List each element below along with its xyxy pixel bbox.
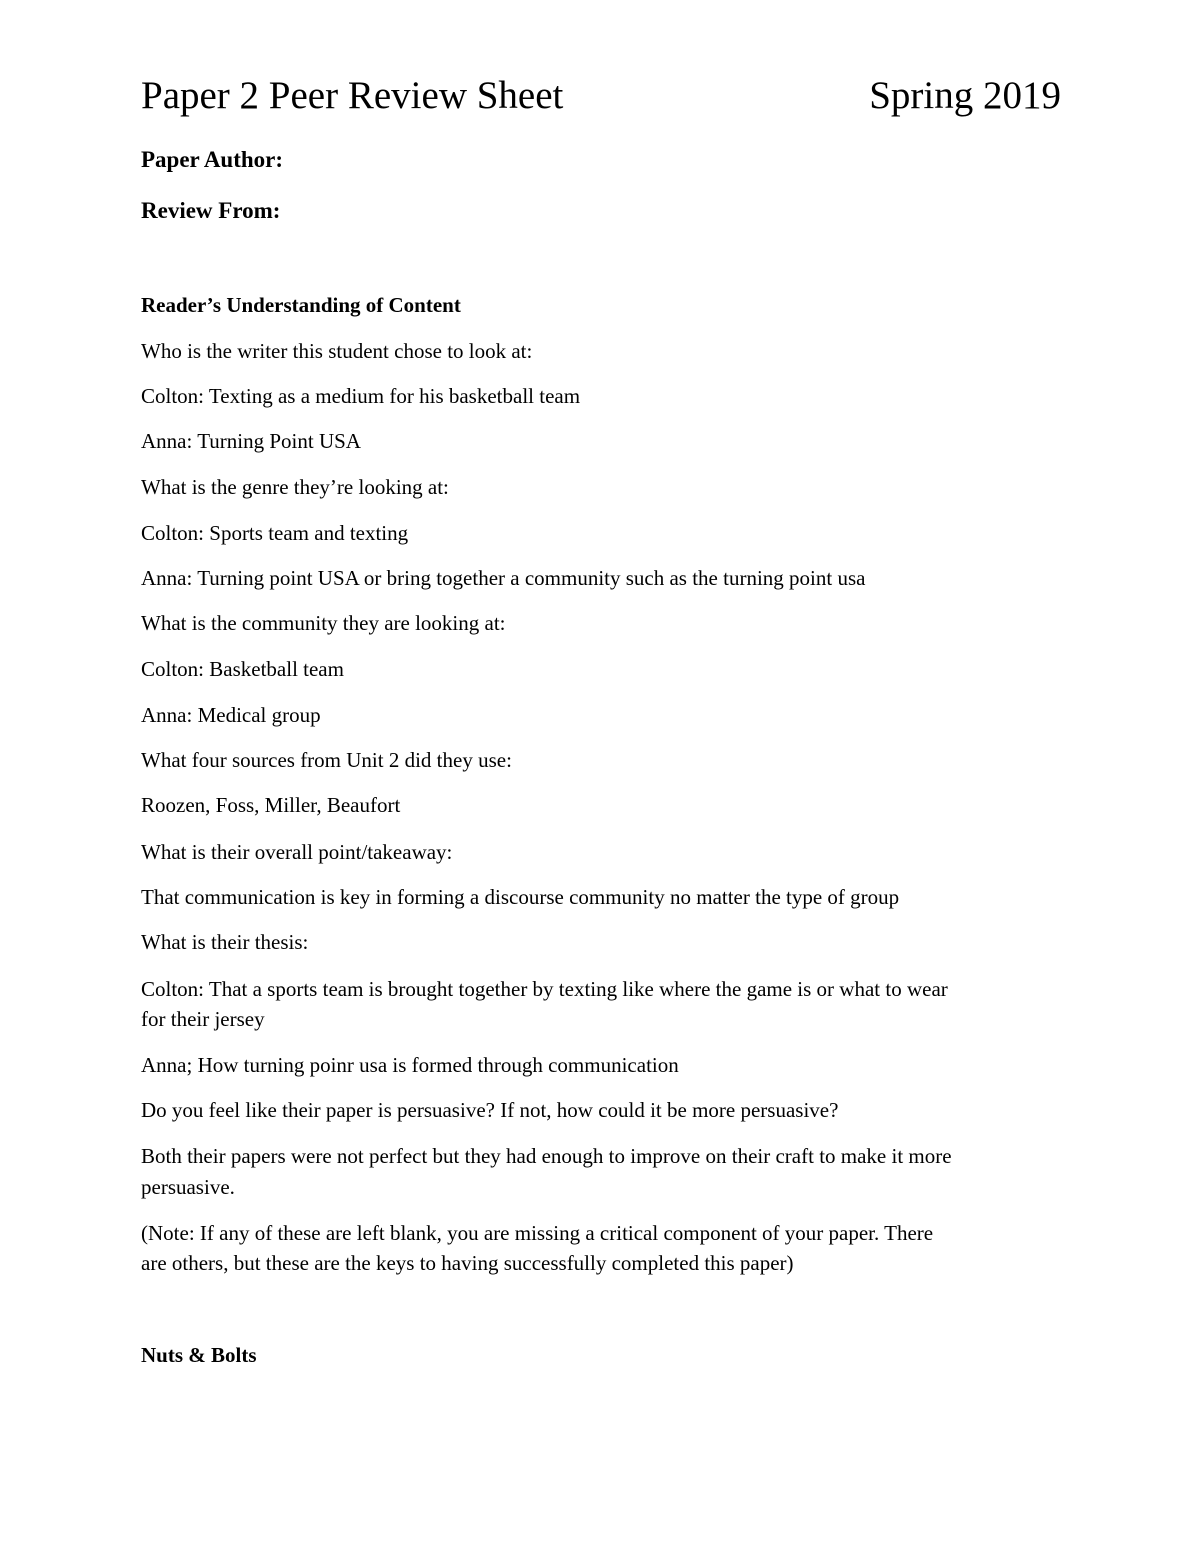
answer-line: persuasive. xyxy=(141,1175,235,1199)
answer-line: Anna: Medical group xyxy=(141,703,321,727)
section-heading-content: Reader’s Understanding of Content xyxy=(141,293,461,317)
question-sources: What four sources from Unit 2 did they use: xyxy=(141,748,512,772)
answer-line: That communication is key in forming a discourse community no matter the type of group xyxy=(141,885,900,909)
review-from-label: Review From: xyxy=(141,198,281,223)
answer-line: Colton: That a sports team is brought together by texting like where the game is or what to wear xyxy=(141,977,948,1001)
question-genre: What is the genre they’re looking at: xyxy=(141,475,449,499)
section-heading-nuts-bolts: Nuts & Bolts xyxy=(141,1343,257,1367)
answer-line: Roozen, Foss, Miller, Beaufort xyxy=(141,793,401,817)
answer-line: Colton: Basketball team xyxy=(141,657,344,681)
answer-line: for their jersey xyxy=(141,1007,265,1031)
semester-label: Spring 2019 xyxy=(869,74,1061,117)
answer-line: Both their papers were not perfect but they had enough to improve on their craft to make it more xyxy=(141,1144,952,1168)
answer-line: Anna: Turning point USA or bring together a community such as the turning point usa xyxy=(141,566,866,590)
document-header xyxy=(141,72,1061,122)
answer-line: Colton: Sports team and texting xyxy=(141,521,409,545)
question-persuasive: Do you feel like their paper is persuasive? If not, how could it be more persuasive? xyxy=(141,1098,839,1122)
question-writer: Who is the writer this student chose to look at: xyxy=(141,339,533,363)
question-community: What is the community they are looking at: xyxy=(141,611,506,635)
answer-line: Colton: Texting as a medium for his basketball team xyxy=(141,384,581,408)
answer-line: Anna; How turning poinr usa is formed through communication xyxy=(141,1053,679,1077)
paper-author-label: Paper Author: xyxy=(141,147,284,172)
note-line: (Note: If any of these are left blank, you are missing a critical component of your paper. There xyxy=(141,1221,934,1245)
document-title: Paper 2 Peer Review Sheet xyxy=(141,74,564,117)
answer-line: Anna: Turning Point USA xyxy=(141,429,361,453)
question-takeaway: What is their overall point/takeaway: xyxy=(141,840,453,864)
note-line: are others, but these are the keys to having successfully completed this paper) xyxy=(141,1251,794,1275)
question-thesis: What is their thesis: xyxy=(141,930,309,954)
